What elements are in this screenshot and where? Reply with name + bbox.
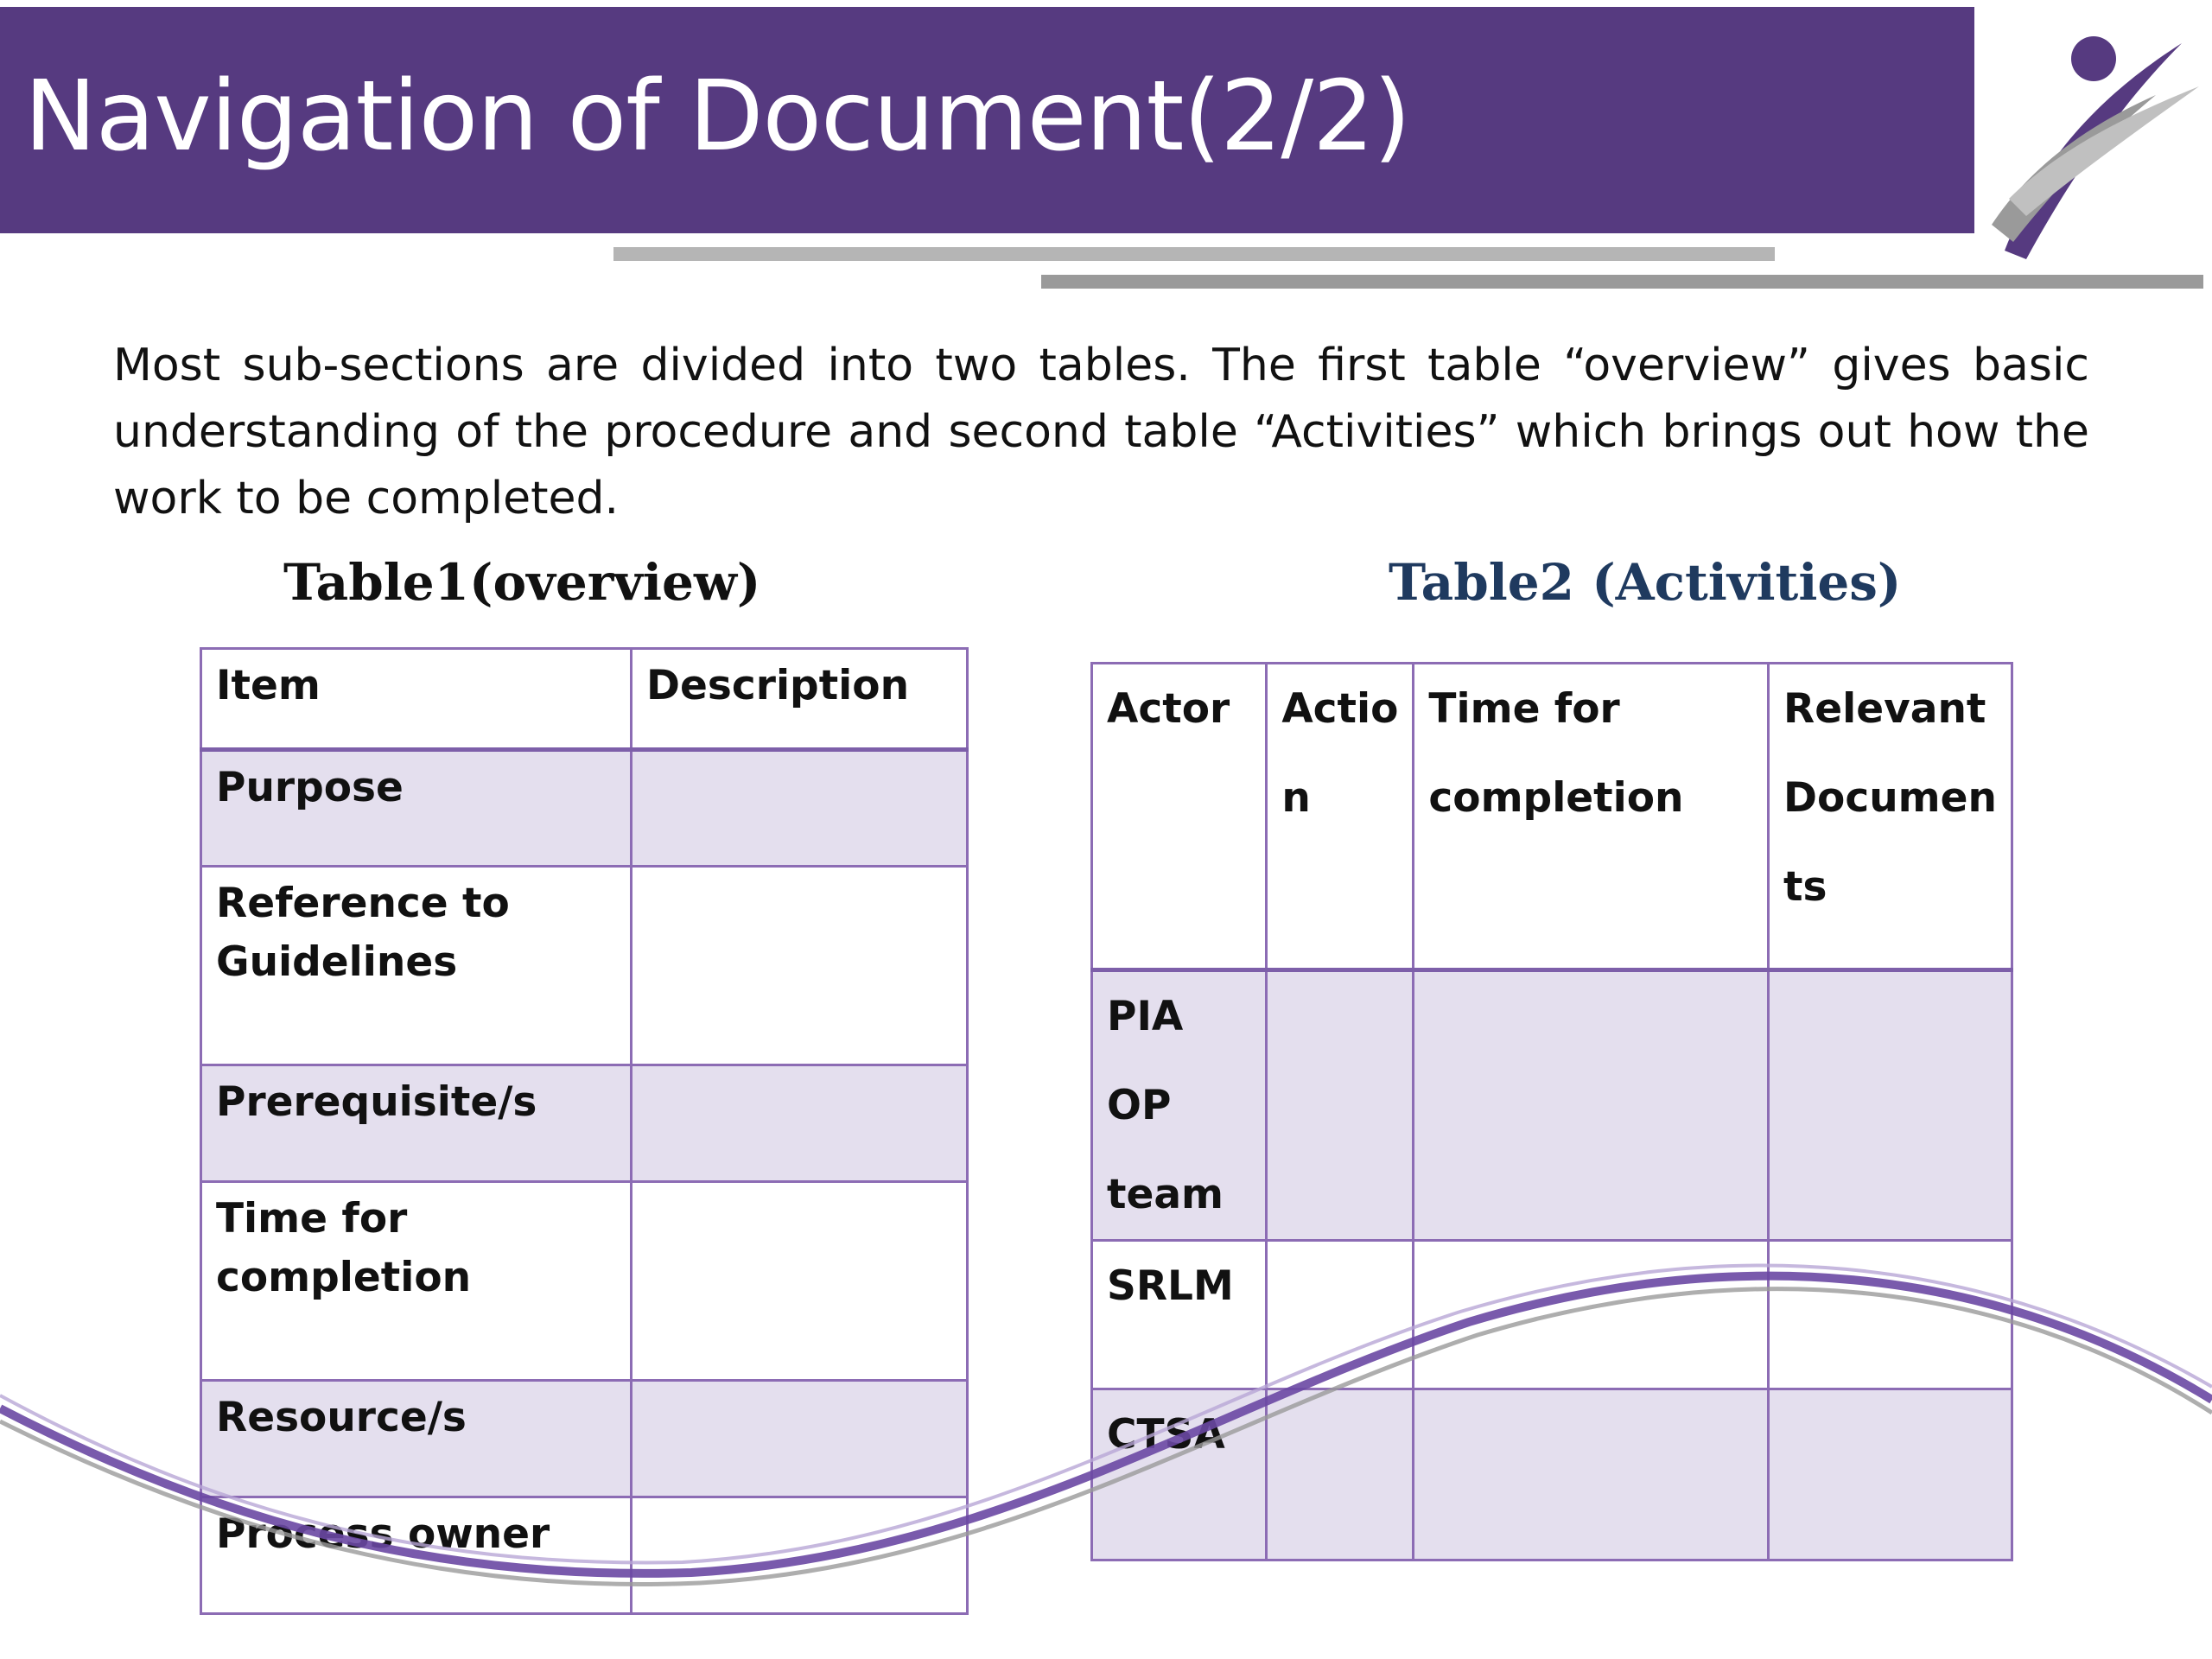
table-row: [1092, 1389, 2012, 1560]
table-header-cell: Actor: [1092, 664, 1267, 970]
table-cell: [1267, 1389, 1414, 1560]
table-cell: [632, 1182, 968, 1381]
table-row: [201, 867, 968, 1065]
table-cell: [1769, 970, 2012, 1241]
table-cell: Time for completion: [201, 1182, 632, 1381]
table-cell: Purpose: [201, 750, 632, 867]
table-row: [201, 750, 968, 867]
slide-title: Navigation of Document(2/2): [24, 60, 1411, 173]
table-header-row: [1092, 664, 2012, 970]
activities-table: [1090, 662, 2013, 1561]
table1-caption: Table1(overview): [283, 553, 761, 612]
table-cell: [632, 1381, 968, 1497]
table-cell: [1769, 1389, 2012, 1560]
table-cell: Resource/s: [201, 1381, 632, 1497]
table-cell: CTSA: [1092, 1389, 1267, 1560]
table-header-cell: Actio n: [1267, 664, 1414, 970]
table-row: [201, 1381, 968, 1497]
table-row: [201, 1065, 968, 1182]
table-cell: [1769, 1241, 2012, 1389]
table-cell: Process owner: [201, 1497, 632, 1614]
table-header-cell: Time for completion: [1414, 664, 1769, 970]
table-cell: [1267, 1241, 1414, 1389]
table-row: [201, 1497, 968, 1614]
table-cell: Prerequisite/s: [201, 1065, 632, 1182]
table-cell: [1414, 970, 1769, 1241]
overview-table: [200, 647, 969, 1615]
intro-paragraph: Most sub-sections are divided into two tables. The first table “overview” gives basic understanding of the procedure and second table “Activities” which brings out how the work to be completed.: [113, 340, 2089, 524]
table-header-cell: Relevant Documen ts: [1769, 664, 2012, 970]
table-cell: [632, 1065, 968, 1182]
table2-caption: Table2 (Activities): [1389, 553, 1902, 612]
brand-logo-icon: [1974, 0, 2212, 268]
table-cell: [632, 1497, 968, 1614]
table-cell: SRLM: [1092, 1241, 1267, 1389]
table-cell: [632, 750, 968, 867]
decorative-rule-bottom: [1041, 275, 2203, 289]
table-row: [201, 1182, 968, 1381]
table-cell: [1414, 1241, 1769, 1389]
table-row: [1092, 1241, 2012, 1389]
table-header-cell: Description: [632, 649, 968, 750]
table-cell: PIA OP team: [1092, 970, 1267, 1241]
table-header-row: [201, 649, 968, 750]
table-cell: [632, 867, 968, 1065]
table-cell: [1414, 1389, 1769, 1560]
table-header-cell: Item: [201, 649, 632, 750]
decorative-rule-top: [613, 247, 1775, 261]
table-cell: Reference to Guidelines: [201, 867, 632, 1065]
table-cell: [1267, 970, 1414, 1241]
table-row: [1092, 970, 2012, 1241]
